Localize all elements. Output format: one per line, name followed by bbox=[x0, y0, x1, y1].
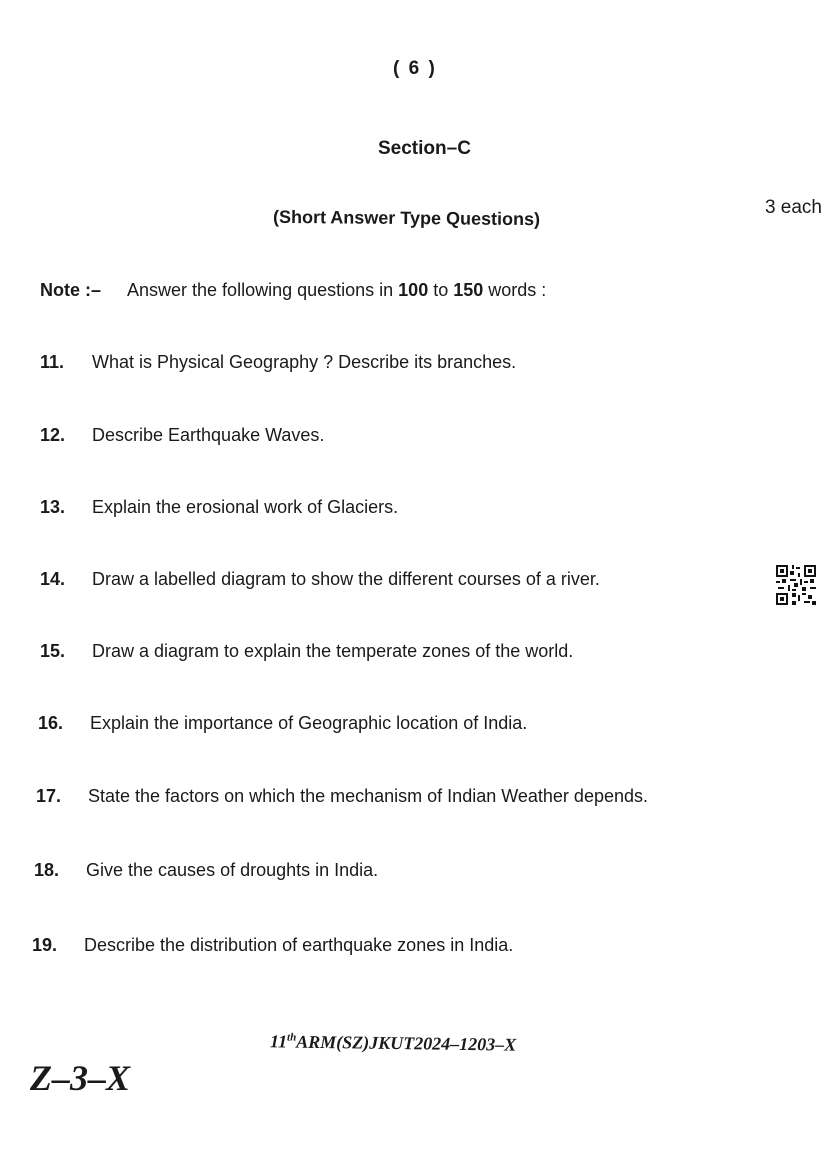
paper-code: 11thARM(SZ)JKUT2024–1203–X bbox=[269, 1031, 517, 1055]
question-text: Describe the distribution of earthquake zones in India. bbox=[84, 935, 514, 955]
question-number: 15. bbox=[40, 641, 66, 661]
qr-code-icon bbox=[776, 565, 816, 605]
question-text: Describe Earthquake Waves. bbox=[92, 425, 325, 445]
question-text: State the factors on which the mechanism of Indian Weather depends. bbox=[88, 786, 648, 806]
question-item bbox=[40, 425, 324, 446]
question-number: 16. bbox=[38, 713, 64, 733]
series-code: Z–3–X bbox=[30, 1058, 131, 1098]
question-text: Explain the importance of Geographic location of India. bbox=[90, 713, 528, 733]
question-number: 12. bbox=[40, 425, 66, 445]
question-number: 13. bbox=[40, 497, 66, 517]
question-item bbox=[40, 569, 600, 590]
question-text: What is Physical Geography ? Describe its branches. bbox=[92, 352, 517, 372]
question-text: Draw a labelled diagram to show the different courses of a river. bbox=[92, 569, 600, 589]
question-number: 17. bbox=[36, 786, 62, 806]
question-item bbox=[32, 935, 513, 956]
question-item bbox=[40, 497, 398, 518]
question-number: 19. bbox=[32, 935, 58, 955]
question-item bbox=[34, 860, 378, 881]
question-number: 14. bbox=[40, 569, 66, 589]
question-text: Give the causes of droughts in India. bbox=[86, 860, 379, 880]
section-title: Section–C bbox=[378, 138, 471, 159]
question-text: Explain the erosional work of Glaciers. bbox=[92, 497, 399, 517]
question-text: Draw a diagram to explain the temperate zones of the world. bbox=[92, 641, 574, 661]
question-number: 18. bbox=[34, 860, 60, 880]
question-item bbox=[36, 786, 648, 807]
note-instruction bbox=[40, 280, 546, 301]
question-item bbox=[40, 352, 516, 373]
question-number: 11. bbox=[40, 352, 65, 372]
question-item bbox=[40, 641, 573, 662]
marks-label: 3 each bbox=[764, 197, 822, 218]
question-item bbox=[38, 713, 527, 734]
note-label: Note :– bbox=[40, 280, 102, 300]
page-number: ( 6 ) bbox=[393, 58, 437, 79]
note-text: Answer the following questions in 100 to 150 words : bbox=[127, 280, 547, 300]
section-subtitle: (Short Answer Type Questions) bbox=[272, 206, 541, 230]
